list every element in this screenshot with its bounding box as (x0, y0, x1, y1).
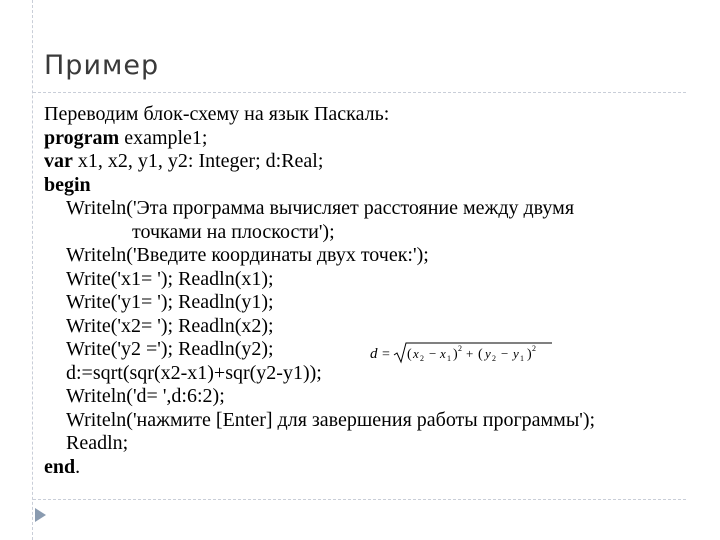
title-divider (33, 92, 686, 93)
formula-y1-sub: 1 (520, 354, 524, 363)
keyword-var: var (44, 150, 73, 172)
code-line: точками на плоскости'); (132, 220, 335, 243)
keyword-begin: begin (44, 173, 91, 196)
formula-exp-2: 2 (532, 344, 536, 353)
formula-x1: x (440, 346, 446, 361)
code-line: Readln; (66, 432, 129, 454)
formula-equals: = (382, 347, 390, 362)
formula-x1-sub: 1 (447, 354, 451, 363)
formula-plus: + (466, 346, 474, 361)
code-line-end (44, 456, 694, 480)
svg-text:(: ( (407, 347, 412, 362)
code-line: Writeln('Эта программа вычисляет расстояние между двумя (66, 197, 575, 219)
distance-formula (370, 341, 555, 365)
formula-exp-1: 2 (458, 344, 462, 353)
code-line-program (44, 127, 694, 151)
code-line: Writeln('нажмите [Enter] для завершения работы программы'); (66, 408, 596, 431)
left-margin-rule (32, 0, 33, 540)
slide-title: Пример (44, 50, 160, 81)
formula-x2-sub: 2 (420, 354, 424, 363)
program-name: example1; (119, 126, 208, 149)
code-line: Write('x2= '); Readln(x2); (66, 314, 274, 337)
code-line: Write('y1= '); Readln(y1); (66, 291, 274, 313)
end-period: . (75, 455, 81, 478)
slide-body (44, 103, 694, 479)
formula-x2: x (413, 346, 419, 361)
distance-formula-svg (370, 341, 555, 365)
code-line: Writeln('Введите координаты двух точек:'); (66, 244, 429, 266)
formula-lhs: d (370, 346, 378, 362)
footer-divider (33, 499, 686, 500)
code-line: Write('x1= '); Readln(x1); (66, 267, 274, 290)
code-line: d:=sqrt(sqr(x2-x1)+sqr(y2-y1)); (66, 361, 322, 384)
formula-y2-sub: 2 (492, 354, 496, 363)
keyword-end: end (44, 455, 76, 478)
var-declarations: x1, x2, y1, y2: Integer; d:Real; (72, 150, 324, 172)
svg-text:): ) (453, 347, 458, 362)
svg-text:): ) (527, 347, 532, 362)
code-line: Write('y2 ='); Readln(y2); (66, 338, 274, 360)
intro-line: Переводим блок-схему на язык Паскаль: (44, 103, 390, 125)
formula-y1: y (513, 346, 519, 361)
formula-minus-2: − (501, 346, 509, 361)
next-slide-arrow-icon[interactable] (35, 508, 46, 522)
keyword-program: program (44, 126, 120, 149)
formula-minus-1: − (429, 346, 437, 361)
svg-text:(: ( (478, 347, 483, 362)
formula-y2: y (485, 346, 491, 361)
code-line-var (44, 150, 694, 174)
code-line: Writeln('d= ',d:6:2); (66, 385, 225, 407)
